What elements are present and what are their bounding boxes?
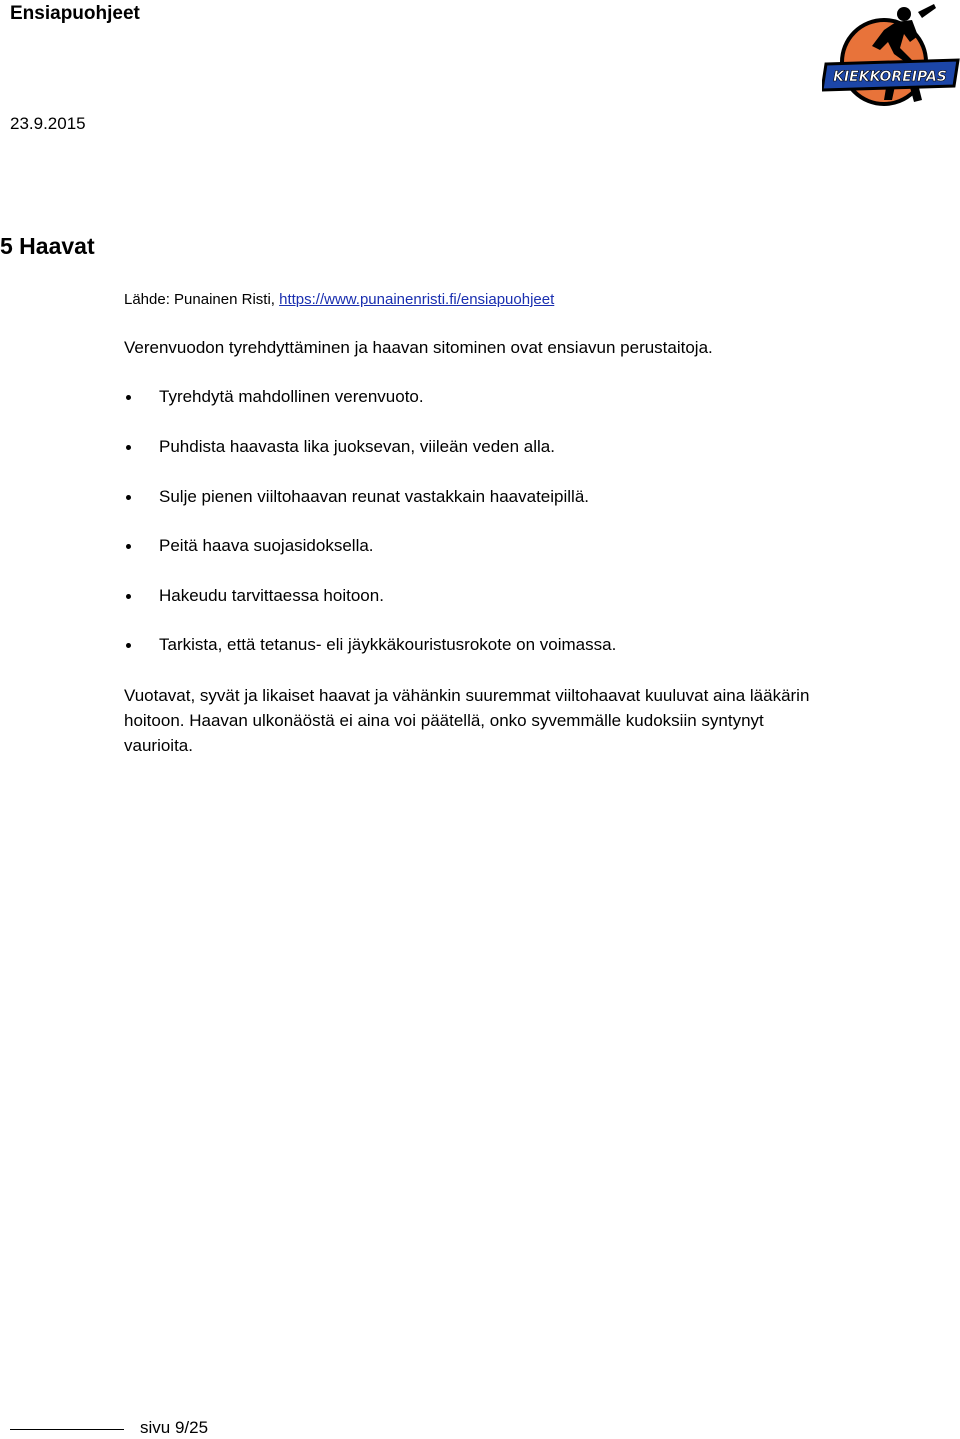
bullet-icon: [126, 395, 131, 400]
list-item-text: Sulje pienen viiltohaavan reunat vastakkain haavateipillä.: [159, 487, 590, 506]
list-item-text: Puhdista haavasta lika juoksevan, viileän veden alla.: [159, 437, 555, 456]
source-label: Lähde: Punainen Risti,: [124, 291, 275, 308]
bullet-icon: [126, 495, 131, 500]
bullet-icon: [126, 643, 131, 648]
closing-paragraph: Vuotavat, syvät ja likaiset haavat ja vähänkin suuremmat viiltohaavat kuuluvat aina lääkärin hoitoon. Haavan ulkonäöstä ei aina voi päätellä, onko syvemmälle kudoksiin syntynyt vaurioita.: [124, 686, 810, 755]
list-item-text: Peitä haava suojasidoksella.: [159, 536, 374, 555]
document-date: 23.9.2015: [10, 114, 86, 133]
logo-wordmark: KIEKKOREIPAS: [833, 69, 947, 85]
source-link[interactable]: https://www.punainenristi.fi/ensiapuohjeet: [279, 291, 555, 308]
kiekkoreipas-logo: [822, 2, 960, 108]
bullet-icon: [126, 445, 131, 450]
intro-paragraph: Verenvuodon tyrehdyttäminen ja haavan sitominen ovat ensiavun perustaitoja.: [124, 338, 713, 357]
list-item-text: Tarkista, että tetanus- eli jäykkäkouristusrokote on voimassa.: [159, 635, 617, 654]
source-line: [124, 290, 554, 310]
list-item-text: Tyrehdytä mahdollinen verenvuoto.: [159, 387, 424, 406]
document-header-title: Ensiapuohjeet: [10, 3, 140, 24]
section-heading: 5 Haavat: [0, 233, 95, 259]
bullet-icon: [126, 594, 131, 599]
list-item-text: Hakeudu tarvittaessa hoitoon.: [159, 586, 384, 605]
bullet-icon: [126, 544, 131, 549]
page-number: sivu 9/25: [140, 1418, 209, 1437]
footer-rule: [10, 1429, 124, 1430]
